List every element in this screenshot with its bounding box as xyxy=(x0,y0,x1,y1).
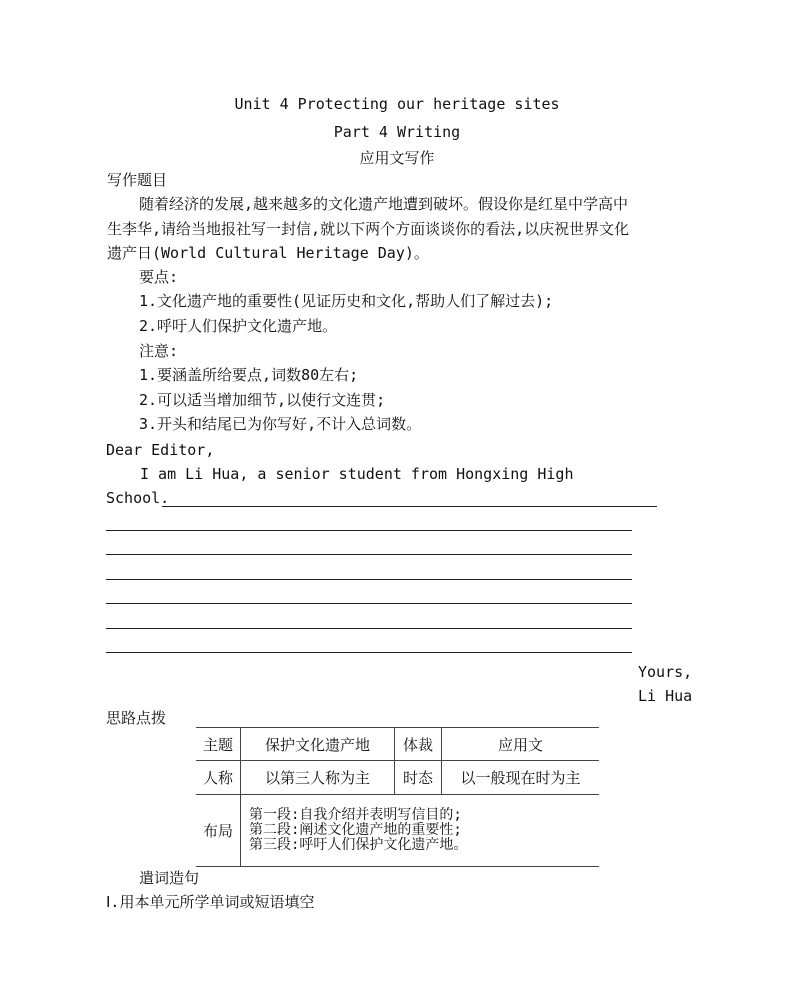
letter-closing: Yours, xyxy=(638,663,693,681)
answer-line[interactable] xyxy=(106,554,632,555)
prompt-line-1: 随着经济的发展,越来越多的文化遗产地遭到破坏。假设你是红星中学高中 xyxy=(139,195,629,213)
note-item: 1.要涵盖所给要点,词数80左右; xyxy=(139,366,359,384)
note-item: 3.开头和结尾已为你写好,不计入总词数。 xyxy=(139,415,422,433)
answer-line[interactable] xyxy=(106,652,632,653)
table-cell: 应用文 xyxy=(442,728,600,761)
answer-line[interactable] xyxy=(162,506,657,507)
letter-signature: Li Hua xyxy=(638,687,693,705)
layout-line: 第二段:阐述文化遗产地的重要性; xyxy=(249,822,462,838)
answer-line[interactable] xyxy=(106,530,632,531)
answer-line[interactable] xyxy=(106,603,632,604)
task-heading: 写作题目 xyxy=(107,171,168,189)
point-item: 1.文化遗产地的重要性(见证历史和文化,帮助人们了解过去); xyxy=(139,292,554,310)
table-cell: 主题 xyxy=(196,728,241,761)
prompt-line-2: 生李华,请给当地报社写一封信,就以下两个方面谈谈你的看法,以庆祝世界文化 xyxy=(107,220,630,238)
table-cell: 布局 xyxy=(196,795,241,867)
points-label: 要点: xyxy=(139,268,179,286)
layout-cell xyxy=(241,795,600,867)
answer-line[interactable] xyxy=(106,579,632,580)
table-cell: 体裁 xyxy=(395,728,442,761)
prompt-line-3: 遗产日(World Cultural Heritage Day)。 xyxy=(107,244,429,262)
table-cell: 人称 xyxy=(196,761,241,795)
point-item: 2.呼吁人们保护文化遗产地。 xyxy=(139,317,338,335)
letter-opening-line: I am Li Hua, a senior student from Hongxing High xyxy=(140,465,574,483)
table-cell: 时态 xyxy=(395,761,442,795)
section-heading: 遣词造句 xyxy=(139,869,200,887)
tips-table xyxy=(196,727,599,867)
page-subtitle: 应用文写作 xyxy=(359,149,435,167)
table-cell: 保护文化遗产地 xyxy=(241,728,395,761)
table-row xyxy=(196,795,599,867)
answer-line[interactable] xyxy=(106,628,632,629)
table-row xyxy=(196,728,599,761)
note-item: 2.可以适当增加细节,以使行文连贯; xyxy=(139,391,386,409)
layout-line: 第三段:呼吁人们保护文化遗产地。 xyxy=(249,837,468,853)
notes-label: 注意: xyxy=(139,342,179,360)
letter-salutation: Dear Editor, xyxy=(106,441,215,459)
letter-opening-line: School. xyxy=(106,489,170,507)
layout-line: 第一段:自我介绍并表明写信目的; xyxy=(249,807,462,823)
exercise-heading: Ⅰ.用本单元所学单词或短语填空 xyxy=(106,893,315,911)
unit-title: Unit 4 Protecting our heritage sites xyxy=(234,95,560,113)
tips-heading: 思路点拨 xyxy=(106,709,167,727)
table-row xyxy=(196,761,599,795)
part-title: Part 4 Writing xyxy=(333,123,461,141)
table-cell: 以一般现在时为主 xyxy=(442,761,600,795)
table-cell: 以第三人称为主 xyxy=(241,761,395,795)
